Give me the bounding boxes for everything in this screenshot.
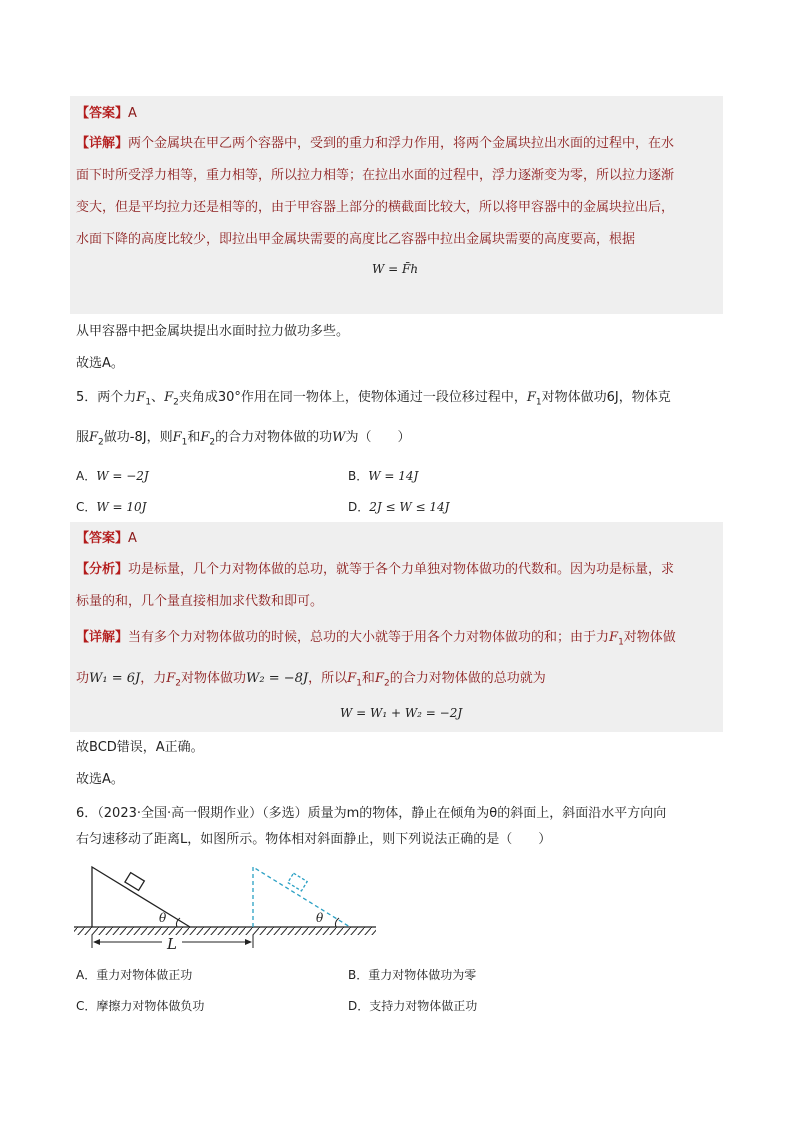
f2-symbol: F [164, 390, 174, 405]
q6-option-a[interactable]: A．重力对物体做正功 [76, 968, 193, 982]
option-value: 2J ≤ W ≤ 14J [369, 500, 450, 514]
f1-symbol: F [347, 671, 357, 686]
f2-sub: 2 [173, 397, 179, 408]
q5-line-1 [76, 388, 671, 413]
detail-line-4: 水面下降的高度比较少，即拉出甲金属块需要的高度比乙容器中拉出金属块需要的高度要高，根据 [76, 232, 636, 247]
analysis-label: 【分析】 [76, 562, 129, 577]
analysis-line-2: 标量的和，几个量直接相加求代数和即可。 [76, 594, 324, 609]
q5-option-a[interactable] [76, 467, 149, 485]
incline-diagram [70, 856, 380, 956]
f1-symbol: F [526, 390, 536, 405]
f2-sub: 2 [209, 437, 216, 448]
q5-option-d[interactable] [348, 498, 449, 516]
q6-option-c[interactable]: C．摩擦力对物体做负功 [76, 999, 205, 1013]
f1-sub: 1 [181, 437, 188, 448]
detail-text: 和 [361, 671, 375, 686]
detail-line-2: 面下时所受浮力相等，重力相等，所以拉力相等；在拉出水面的过程中，浮力逐渐变为零，所以拉力逐渐 [76, 168, 675, 183]
q5-sep: 、 [151, 390, 165, 405]
f2-symbol: F [374, 671, 384, 686]
detail-text: 对物体做 [623, 630, 676, 645]
detail-text: 功 [76, 671, 90, 686]
w2-equation: W₂ = −8J [246, 671, 309, 686]
detail-text: 的合力对物体做的总功就为 [389, 671, 546, 686]
answer-line-1 [76, 104, 137, 124]
q6-option-b[interactable]: B．重力对物体做功为零 [348, 968, 477, 982]
detail-text: ，力 [140, 671, 167, 686]
q5-text: 做功-8J，则 [103, 430, 173, 445]
detail2-line-1 [76, 628, 676, 653]
result-line: 故BCD错误，A正确。 [76, 740, 204, 755]
f1-sub: 1 [535, 397, 542, 408]
f1-symbol: F [172, 430, 182, 445]
detail-text: 当有多个力对物体做功的时候，总功的大小就等于用各个力对物体做功的和；由于力 [128, 630, 610, 645]
answer-panel-2 [70, 522, 723, 732]
answer-value: A [128, 106, 137, 121]
q5-text: 5．两个力 [76, 390, 137, 405]
detail2-line-2 [76, 669, 546, 694]
detail-line-1 [76, 134, 674, 154]
f2-sub: 2 [175, 678, 182, 689]
analysis-line-1 [76, 560, 674, 580]
theta-label-2: θ [316, 911, 324, 925]
option-value: W = 14J [368, 469, 419, 483]
distance-label: L [167, 935, 177, 953]
analysis-text: 功是标量，几个力对物体做的总功，就等于各个力单独对物体做功的代数和。因为功是标量，求 [128, 562, 675, 577]
w1-equation: W₁ = 6J [89, 671, 141, 686]
f1-sub: 1 [145, 397, 152, 408]
option-value: W = 10J [96, 500, 147, 514]
dim-arrow-right [245, 939, 252, 945]
block-solid [125, 873, 144, 891]
detail-label: 【详解】 [76, 630, 129, 645]
answer-label: 【答案】 [76, 106, 129, 121]
f1-sub: 1 [618, 637, 624, 648]
formula-total-work: W = W₁ + W₂ = −2J [340, 706, 463, 720]
q6-line-1: 6．（2023·全国·高一假期作业）（多选）质量为m的物体，静止在倾角为θ的斜面上，斜面沿水平方向向 [76, 806, 667, 821]
option-value: W = −2J [96, 469, 149, 483]
incline-solid [92, 867, 190, 927]
block-dashed [288, 873, 307, 891]
ground-hatch [74, 927, 376, 935]
conclusion-line: 从甲容器中把金属块提出水面时拉力做功多些。 [76, 324, 350, 339]
f2-symbol: F [200, 430, 210, 445]
f2-symbol: F [89, 430, 99, 445]
answer-label: 【答案】 [76, 531, 129, 546]
q5-line-2 [76, 428, 411, 453]
q5-text: 为（ ） [345, 430, 411, 445]
choose-line-1: 故选A。 [76, 356, 124, 371]
detail-text: ，所以 [308, 671, 348, 686]
q5-text: 和 [187, 430, 201, 445]
option-letter: B． [348, 469, 369, 483]
q5-option-b[interactable] [348, 467, 418, 485]
detail-text: 对物体做功 [181, 671, 247, 686]
option-letter: D． [348, 500, 370, 514]
f2-symbol: F [166, 671, 176, 686]
detail-line-3: 变大，但是平均拉力还是相等的，由于甲容器上部分的横截面比较大，所以将甲容器中的金属块拉出后， [76, 200, 675, 215]
q5-text: 的合力对物体做的功 [215, 430, 333, 445]
answer-value: A [128, 531, 137, 546]
q5-text: 夹角成30°作用在同一物体上，使物体通过一段位移过程中， [178, 390, 527, 405]
incline-dashed [253, 867, 350, 927]
option-letter: A． [76, 469, 97, 483]
q5-text: 对物体做功6J，物体克 [541, 390, 671, 405]
f2-sub: 2 [98, 437, 104, 448]
option-letter: C． [76, 500, 97, 514]
q5-option-c[interactable] [76, 498, 147, 516]
dim-arrow-left [93, 939, 100, 945]
theta-label-1: θ [159, 911, 167, 925]
angle-arc-2 [335, 918, 339, 927]
answer-line-2 [76, 529, 137, 549]
w-symbol: W [332, 430, 346, 445]
f1-symbol: F [609, 630, 619, 645]
detail-label: 【详解】 [76, 136, 129, 151]
detail-text: 两个金属块在甲乙两个容器中，受到的重力和浮力作用，将两个金属块拉出水面的过程中，在水 [128, 136, 675, 151]
q6-line-2: 右匀速移动了距离L，如图所示。物体相对斜面静止，则下列说法正确的是（ ） [76, 832, 552, 847]
f1-symbol: F [136, 390, 146, 405]
formula-work: W = F̄h [372, 262, 419, 276]
q6-option-d[interactable]: D．支持力对物体做正功 [348, 999, 478, 1013]
q5-text: 服 [76, 430, 90, 445]
choose-line-2: 故选A。 [76, 772, 124, 787]
f2-sub: 2 [383, 678, 390, 689]
f1-sub: 1 [356, 678, 362, 689]
